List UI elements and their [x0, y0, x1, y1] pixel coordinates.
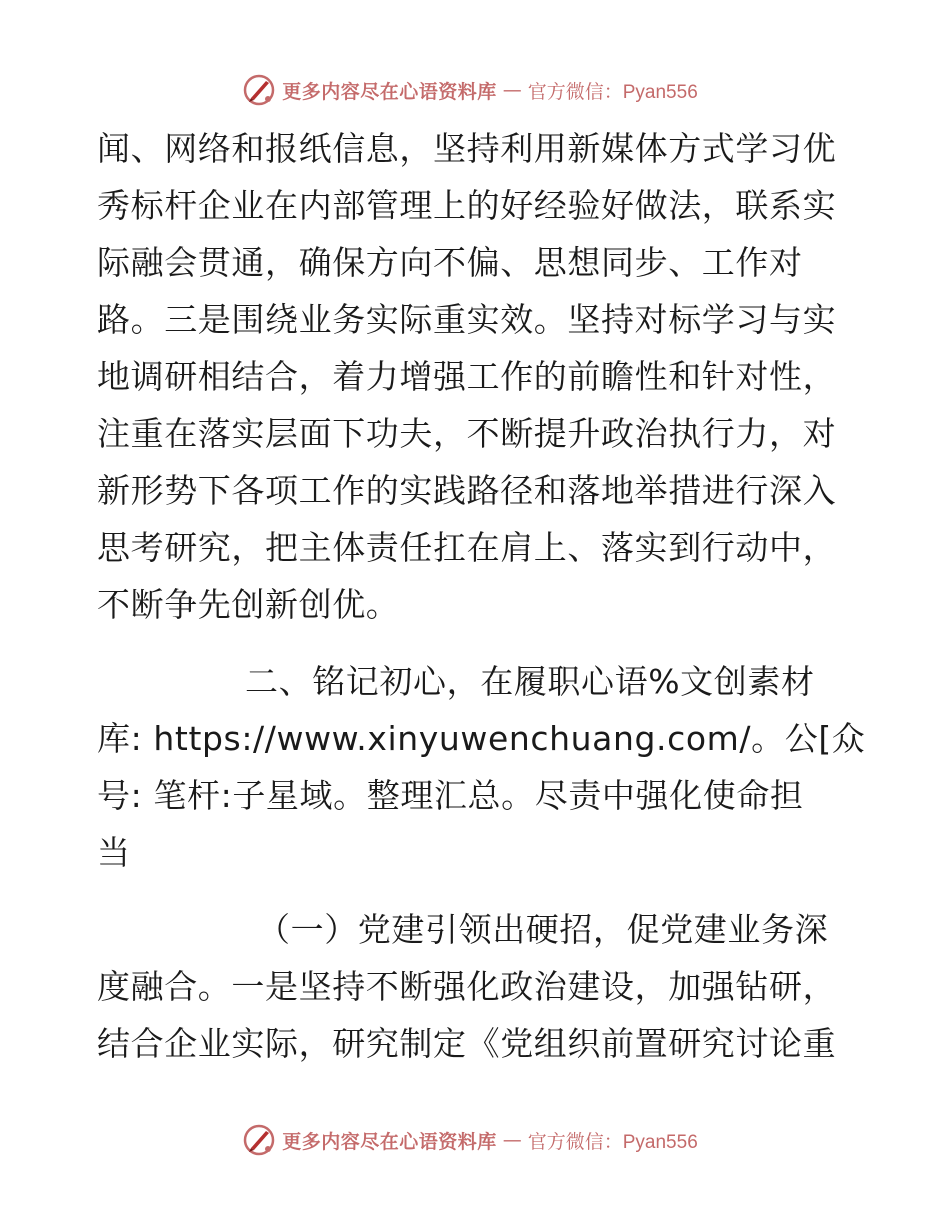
- header-watermark: [0, 70, 950, 110]
- watermark-contact: 官方微信：Pyan556: [527, 81, 698, 103]
- section-heading-line: 当: [97, 833, 131, 872]
- paragraph-line: 注重在落实层面下功夫，不断提升政治执行力，对: [97, 414, 837, 453]
- paragraph-line: 不断争先创新创优。: [97, 585, 400, 624]
- watermark-separator: —: [502, 79, 522, 101]
- watermark-separator: —: [502, 1129, 522, 1151]
- paragraph-line: 闻、网络和报纸信息，坚持利用新媒体方式学习优: [97, 129, 837, 168]
- paragraph-line: 新形势下各项工作的实践路径和落地举措进行深入: [97, 471, 837, 510]
- quill-circle-logo-icon: [242, 73, 276, 107]
- paragraph-line: 地调研相结合，着力增强工作的前瞻性和针对性，: [97, 357, 837, 396]
- subsection-line: 度融合。一是坚持不断强化政治建设，加强钻研，: [97, 967, 837, 1006]
- paragraph-line: 际融会贯通，确保方向不偏、思想同步、工作对: [97, 243, 803, 282]
- watermark-text: 更多内容尽在心语资料库: [282, 1130, 497, 1153]
- paragraph-line: 秀标杆企业在内部管理上的好经验好做法，联系实: [97, 186, 837, 225]
- subsection-line: （一）党建引领出硬招，促党建业务深: [257, 910, 829, 949]
- quill-circle-logo-icon: [242, 1123, 276, 1157]
- watermark-text: 更多内容尽在心语资料库: [282, 80, 497, 103]
- paragraph-line: 思考研究，把主体责任扛在肩上、落实到行动中，: [97, 528, 837, 567]
- section-heading-line: 库: https://www.xinyuwenchuang.com/。公[众: [97, 719, 866, 758]
- subsection-line: 结合企业实际，研究制定《党组织前置研究讨论重: [97, 1024, 837, 1063]
- document-body: [97, 120, 866, 1072]
- paragraph-line: 路。三是围绕业务实际重实效。坚持对标学习与实: [97, 300, 837, 339]
- section-heading-line: 号: 笔杆:子星域。整理汇总。尽责中强化使命担: [97, 776, 804, 815]
- watermark-contact: 官方微信：Pyan556: [527, 1131, 698, 1153]
- footer-watermark: [0, 1120, 950, 1160]
- section-heading-line: 二、铭记初心，在履职心语%文创素材: [245, 662, 815, 701]
